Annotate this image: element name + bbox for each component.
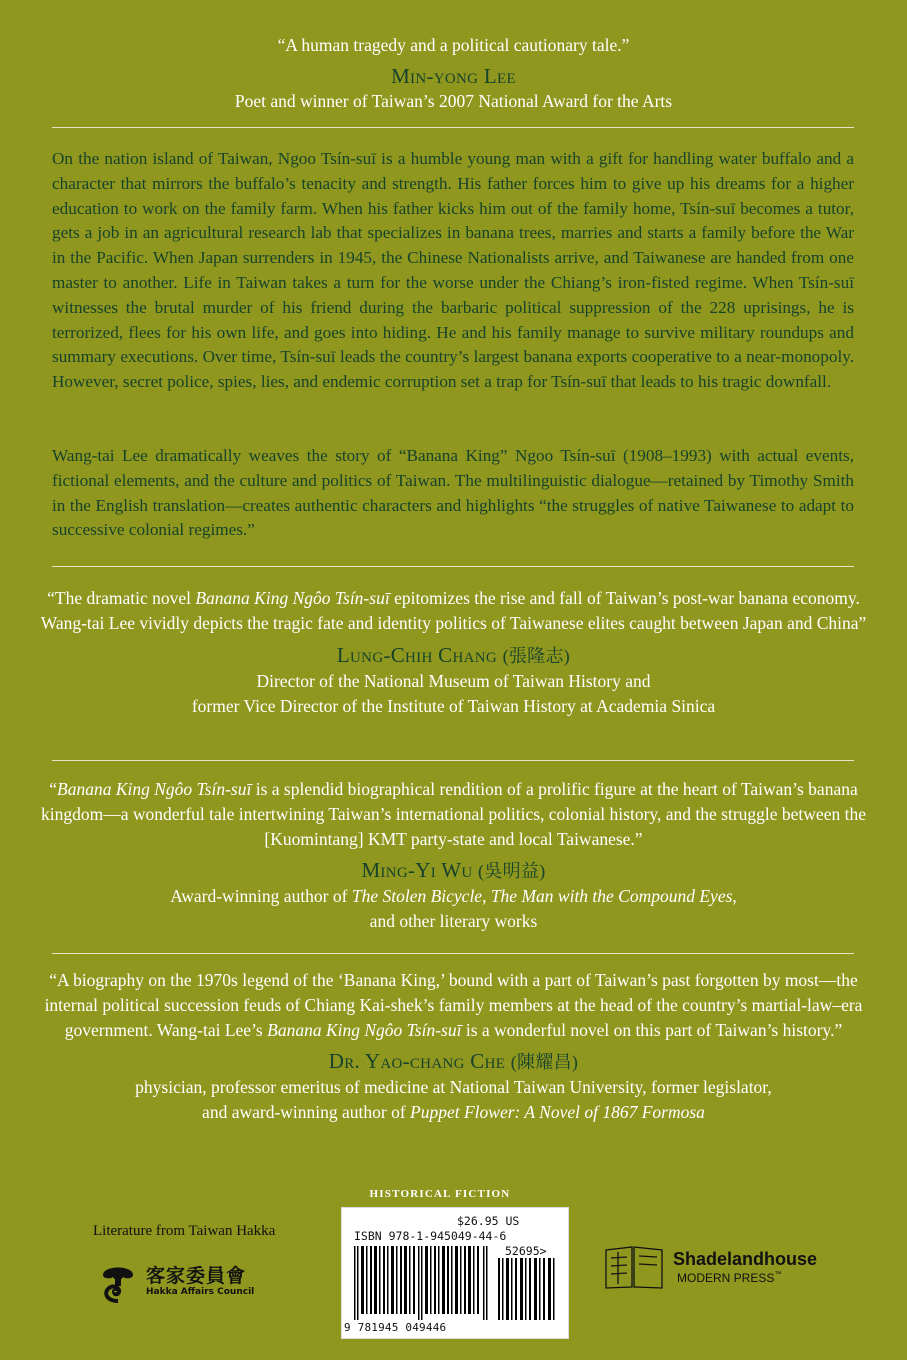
hakka-emblem-icon	[95, 1257, 141, 1303]
blurb-quote: “A human tragedy and a political cautionary tale.”	[277, 35, 630, 55]
blurb-author-role-2: and award-winning author of Puppet Flower: A Novel of 1867 Formosa	[202, 1102, 705, 1122]
blurb-quote: “The dramatic novel Banana King Ngôo Tsín-suī epitomizes the rise and fall of Taiwan’s post-war banana economy. Wang-tai Lee vividly depicts the tragic fate and identity politics of Taiwanese elites caught between Japan and China”	[40, 588, 867, 633]
blurb-author-role: physician, professor emeritus of medicine at National Taiwan University, former legislator,	[135, 1077, 772, 1097]
blurb-author-name: Dr. Yao-chang Che (陳耀昌)	[328, 1049, 579, 1073]
blurb-author-role: Director of the National Museum of Taiwan History and	[256, 671, 651, 691]
divider	[52, 760, 854, 761]
description-paragraph-2: Wang-tai Lee dramatically weaves the story of “Banana King” Ngoo Tsín-suī (1908–1993) with actual events, fictional elements, and the culture and politics of Taiwan. The multilinguistic dialogue—retained by Timothy Smith in the English translation—creates authentic characters and highlights “the struggles of native Taiwanese to adapt to successive colonial regimes.”	[52, 446, 854, 540]
publisher-name: Shadelandhouse	[673, 1249, 818, 1269]
ean-digits: 9 781945 049446	[344, 1321, 447, 1334]
description-paragraph-1: On the nation island of Taiwan, Ngoo Tsín-suī is a humble young man with a gift for handling water buffalo and a character that mirrors the buffalo’s tenacity and strength. His father forces him to give up his dreams for a higher education to work on the family farm. When his father kicks him out of the family home, Tsín-suī becomes a tutor, gets a job in an agricultural research lab that specializes in banana trees, marries and starts a family before the War in the Pacific. When Japan surrenders in 1945, the Chinese Nationalists arrive, and Taiwanese are handed from one master to another. Life in Taiwan takes a turn for the worse under the Chiang’s iron-fisted regime. When Tsín-suī witnesses the brutal murder of his friend during the barbaric political suppression of the 228 uprisings, he is terrorized, flees for his own life, and goes into hiding. He and his family manage to survive military roundups and summary executions. Over time, Tsín-suī leads the country’s largest banana exports cooperative to a near-monopoly. However, secret police, spies, lies, and endemic corruption set a trap for Tsín-suī that leads to his tragic downfall.	[52, 149, 854, 392]
blurb-yao-chang-che	[40, 968, 867, 1125]
blurb-lung-chih-chang	[40, 586, 867, 719]
publisher-logo	[603, 1240, 833, 1300]
price-addon-code: 52695>	[505, 1244, 547, 1258]
blurb-quote: “A biography on the 1970s legend of the ‘Banana King,’ bound with a part of Taiwan’s past forgotten by most—the internal political succession feuds of Chiang Kai-shek’s family members at the head of the country’s martial-law–era government. Wang-tai Lee’s Banana King Ngôo Tsín-suī is a wonderful novel on this part of Taiwan’s history.”	[44, 970, 863, 1040]
price-label: $26.95 US	[457, 1214, 520, 1228]
blurb-author-role: Award-winning author of The Stolen Bicycle, The Man with the Compound Eyes,	[170, 886, 737, 906]
blurb-author-role: Poet and winner of Taiwan’s 2007 National Award for the Arts	[234, 91, 673, 111]
blurb-ming-yi-wu	[40, 777, 867, 934]
price-addon-barcode-icon	[496, 1258, 558, 1320]
blurb-author-name: Lung-Chih Chang (張隆志)	[336, 643, 571, 667]
genre-label: HISTORICAL FICTION	[369, 1188, 511, 1200]
divider	[52, 566, 854, 567]
blurb-author-role-2: and other literary works	[369, 911, 538, 931]
publisher-book-icon	[603, 1244, 665, 1290]
top-blurb	[40, 33, 867, 114]
publisher-imprint: MODERN PRESS™	[677, 1271, 782, 1285]
hakka-council-english-name: Hakka Affairs Council	[146, 1287, 255, 1297]
isbn-label: ISBN 978-1-945049-44-6	[354, 1229, 507, 1243]
hakka-council-chinese-name: 客家委員會	[146, 1265, 247, 1287]
blurb-author-role-2: former Vice Director of the Institute of Taiwan History at Academia Sinica	[191, 696, 716, 716]
hakka-caption: Literature from Taiwan Hakka	[93, 1223, 276, 1239]
isbn-barcode	[341, 1207, 569, 1339]
divider	[52, 127, 854, 128]
divider	[52, 953, 854, 954]
blurb-author-name: Ming-Yi Wu (吳明益)	[361, 858, 546, 882]
hakka-council-logo	[93, 1223, 333, 1297]
blurb-quote: “Banana King Ngôo Tsín-suī is a splendid biographical rendition of a prolific figure at the heart of Taiwan’s banana kingdom—a wonderful tale intertwining Taiwan’s international politics, colonial history, and the struggle between the [Kuomintang] KMT party-state and local Taiwanese.”	[41, 779, 866, 849]
blurb-author-name: Min-yong Lee	[391, 64, 516, 88]
ean-barcode-icon	[352, 1246, 492, 1320]
